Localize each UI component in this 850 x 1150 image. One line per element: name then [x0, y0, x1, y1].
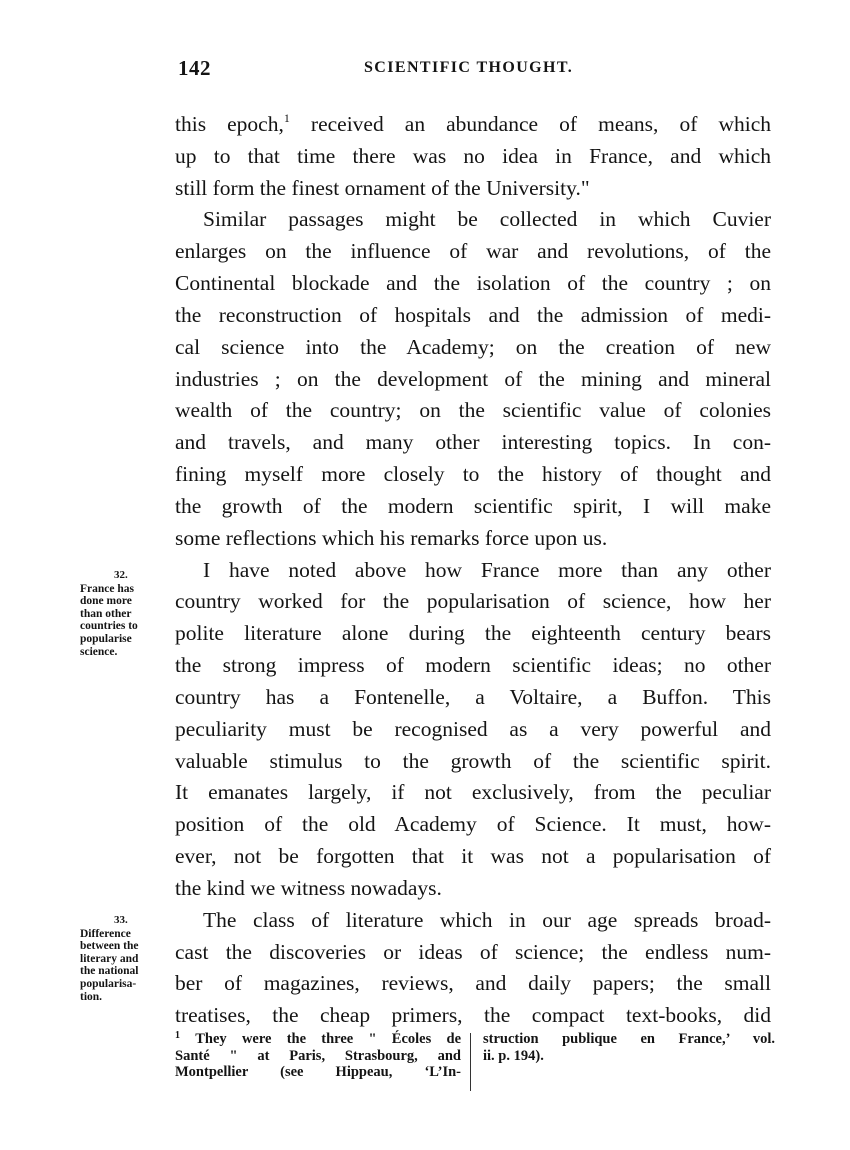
- body-line: enlarges on the influence of war and revolutions, of the: [175, 239, 771, 264]
- body-line: some reflections which his remarks force upon us.: [175, 525, 608, 550]
- footnote-line: ii. p. 194).: [483, 1047, 544, 1064]
- body-line: fining myself more closely to the history of thought and: [175, 462, 771, 487]
- body-line: polite literature alone during the eighteenth century bears: [175, 621, 771, 646]
- margin-note-33: [80, 914, 170, 1003]
- body-line: the strong impress of modern scientific ideas; no other: [175, 653, 771, 678]
- footnote-line: Santé " at Paris, Strasbourg, and: [175, 1047, 461, 1064]
- margin-note-number: 32.: [114, 569, 128, 581]
- body-line: peculiarity must be recognised as a very powerful and: [175, 716, 771, 741]
- page-number: 142: [178, 56, 211, 80]
- body-text: [175, 109, 771, 1032]
- margin-note-number: 33.: [114, 914, 128, 926]
- body-line: ever, not be forgotten that it was not a popularisation of: [175, 844, 771, 869]
- body-line: this epoch,$^1$ received an abundance of means, of which: [175, 111, 771, 136]
- footnote-right-column: [483, 1031, 775, 1064]
- footnote-line: $^1$ They were the three " Écoles de: [175, 1030, 461, 1047]
- body-line: Similar passages might be collected in which Cuvier: [203, 207, 771, 232]
- body-line: It emanates largely, if not exclusively, from the peculiar: [175, 780, 771, 805]
- footnotes: [175, 1031, 775, 1091]
- body-line: treatises, the cheap primers, the compact text-books, did: [175, 1003, 771, 1028]
- footnote-left-column: [175, 1031, 461, 1081]
- body-line: still form the finest ornament of the University.": [175, 175, 590, 200]
- body-line: and travels, and many other interesting topics. In con-: [175, 430, 771, 455]
- body-line: the kind we witness nowadays.: [175, 875, 442, 900]
- running-head: [174, 56, 774, 84]
- footnote-line: Montpellier (see Hippeau, ‘L’In-: [175, 1064, 461, 1080]
- footnote-reference: 1: [283, 111, 290, 125]
- body-line: valuable stimulus to the growth of the scientific spirit.: [175, 748, 771, 773]
- body-line: the reconstruction of hospitals and the admission of medi-: [175, 302, 771, 327]
- footnote-mark: 1: [175, 1030, 180, 1041]
- body-line: ber of magazines, reviews, and daily papers; the small: [175, 971, 771, 996]
- body-line: the growth of the modern scientific spirit, I will make: [175, 493, 771, 518]
- body-line: I have noted above how France more than any other: [203, 557, 771, 582]
- body-line: up to that time there was no idea in France, and which: [175, 143, 771, 168]
- body-line: cast the discoveries or ideas of science; the endless num-: [175, 939, 771, 964]
- body-line: cal science into the Academy; on the creation of new: [175, 334, 771, 359]
- footnote-line: struction publique en France,’ vol.: [483, 1031, 775, 1047]
- margin-note-text: France has done more than other countries to popularise science.: [80, 582, 138, 658]
- body-line: wealth of the country; on the scientific value of colonies: [175, 398, 771, 423]
- margin-note-32: [80, 569, 170, 658]
- running-title: SCIENTIFIC THOUGHT.: [364, 59, 574, 76]
- body-line: industries ; on the development of the mining and mineral: [175, 366, 771, 391]
- body-line: country worked for the popularisation of science, how her: [175, 589, 771, 614]
- body-line: country has a Fontenelle, a Voltaire, a Buffon. This: [175, 684, 771, 709]
- footnote-column-divider: [470, 1033, 471, 1091]
- body-line: position of the old Academy of Science. It must, how-: [175, 812, 771, 837]
- margin-note-text: Difference between the literary and the national popularisa- tion.: [80, 927, 139, 1003]
- body-line: The class of literature which in our age spreads broad-: [203, 907, 771, 932]
- body-line: Continental blockade and the isolation of the country ; on: [175, 271, 771, 296]
